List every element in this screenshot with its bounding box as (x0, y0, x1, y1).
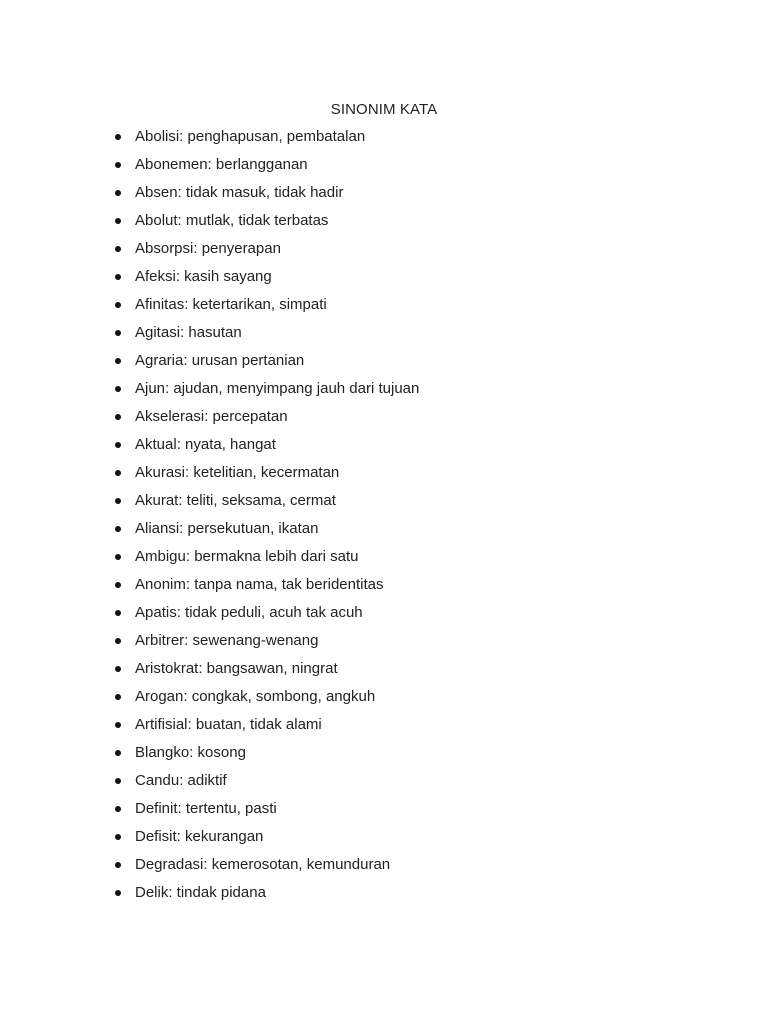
list-item-text: Ajun: ajudan, menyimpang jauh dari tujuan (135, 380, 420, 397)
list-item-text: Degradasi: kemerosotan, kemunduran (135, 856, 391, 873)
list-item-text: Aliansi: persekutuan, ikatan (135, 520, 319, 537)
list-item (0, 657, 700, 685)
list-item (0, 825, 700, 853)
list-item-text: Definit: tertentu, pasti (135, 800, 277, 817)
list-item-text: Absorpsi: penyerapan (135, 240, 281, 257)
list-item-text: Aristokrat: bangsawan, ningrat (135, 660, 338, 677)
bullet-icon (115, 386, 121, 392)
list-item-text: Afinitas: ketertarikan, simpati (135, 296, 327, 313)
list-item-text: Candu: adiktif (135, 772, 227, 789)
list-item-text: Artifisial: buatan, tidak alami (135, 716, 322, 733)
list-item (0, 881, 700, 909)
list-item (0, 377, 700, 405)
bullet-icon (115, 610, 121, 616)
list-item (0, 685, 700, 713)
list-item (0, 741, 700, 769)
list-item-text: Apatis: tidak peduli, acuh tak acuh (135, 604, 363, 621)
list-item (0, 293, 700, 321)
list-item (0, 209, 700, 237)
bullet-icon (115, 442, 121, 448)
list-item (0, 545, 700, 573)
bullet-icon (115, 722, 121, 728)
list-item-text: Ambigu: bermakna lebih dari satu (135, 548, 359, 565)
list-item (0, 265, 700, 293)
list-item (0, 349, 700, 377)
bullet-icon (115, 834, 121, 840)
list-item (0, 601, 700, 629)
list-item (0, 769, 700, 797)
list-item (0, 181, 700, 209)
bullet-icon (115, 778, 121, 784)
list-item (0, 797, 700, 825)
list-item-text: Delik: tindak pidana (135, 884, 266, 901)
list-item-text: Akurasi: ketelitian, kecermatan (135, 464, 340, 481)
list-item (0, 517, 700, 545)
list-item (0, 713, 700, 741)
list-item-text: Defisit: kekurangan (135, 828, 264, 845)
list-item (0, 321, 700, 349)
bullet-icon (115, 638, 121, 644)
bullet-icon (115, 330, 121, 336)
list-item-text: Arbitrer: sewenang-wenang (135, 632, 319, 649)
bullet-icon (115, 274, 121, 280)
bullet-icon (115, 358, 121, 364)
bullet-icon (115, 890, 121, 896)
list-item (0, 461, 700, 489)
bullet-icon (115, 694, 121, 700)
list-item-text: Abolut: mutlak, tidak terbatas (135, 212, 329, 229)
list-item-text: Agitasi: hasutan (135, 324, 242, 341)
synonym-list (0, 125, 700, 909)
list-item-text: Absen: tidak masuk, tidak hadir (135, 184, 344, 201)
bullet-icon (115, 666, 121, 672)
bullet-icon (115, 302, 121, 308)
bullet-icon (115, 134, 121, 140)
list-item-text: Agraria: urusan pertanian (135, 352, 305, 369)
list-item-text: Arogan: congkak, sombong, angkuh (135, 688, 376, 705)
bullet-icon (115, 750, 121, 756)
list-item (0, 489, 700, 517)
bullet-icon (115, 554, 121, 560)
document-title: SINONIM KATA (330, 101, 438, 118)
bullet-icon (115, 470, 121, 476)
bullet-icon (115, 414, 121, 420)
bullet-icon (115, 806, 121, 812)
bullet-icon (115, 498, 121, 504)
list-item (0, 853, 700, 881)
list-item-text: Akselerasi: percepatan (135, 408, 288, 425)
list-item-text: Aktual: nyata, hangat (135, 436, 276, 453)
list-item-text: Abonemen: berlangganan (135, 156, 308, 173)
list-item (0, 125, 700, 153)
bullet-icon (115, 190, 121, 196)
list-item (0, 433, 700, 461)
list-item-text: Afeksi: kasih sayang (135, 268, 272, 285)
list-item-text: Blangko: kosong (135, 744, 246, 761)
bullet-icon (115, 862, 121, 868)
list-item (0, 573, 700, 601)
list-item (0, 629, 700, 657)
bullet-icon (115, 582, 121, 588)
bullet-icon (115, 162, 121, 168)
list-item-text: Anonim: tanpa nama, tak beridentitas (135, 576, 384, 593)
list-item (0, 237, 700, 265)
list-item (0, 405, 700, 433)
bullet-icon (115, 218, 121, 224)
bullet-icon (115, 246, 121, 252)
list-item-text: Abolisi: penghapusan, pembatalan (135, 128, 366, 145)
bullet-icon (115, 526, 121, 532)
list-item-text: Akurat: teliti, seksama, cermat (135, 492, 336, 509)
list-item (0, 153, 700, 181)
